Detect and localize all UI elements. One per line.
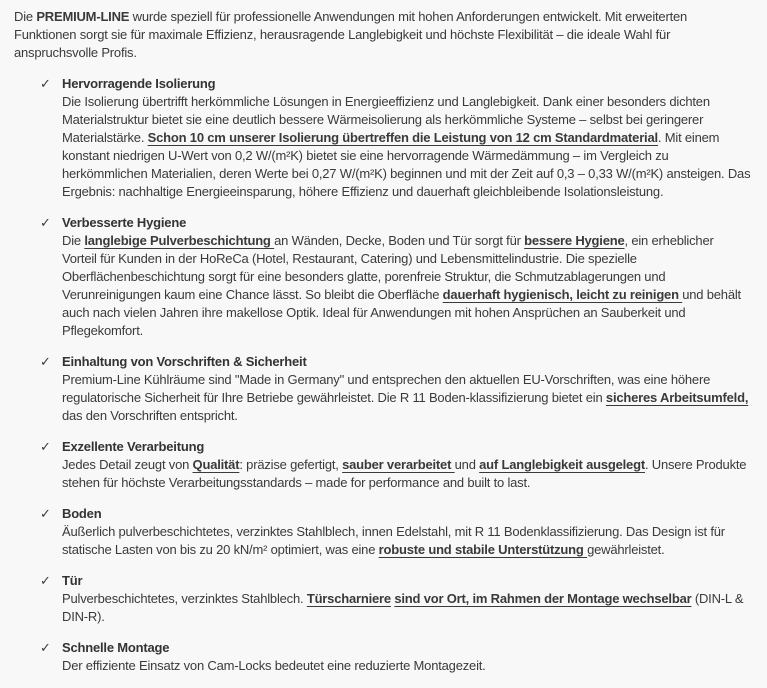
intro-paragraph [14,8,751,62]
text-run: Die Isolierung übertrifft herkömmliche Lösungen in Energieeffizienz und Langlebigkeit. Dank einer besonders dichten Materialstruktur bietet sie eine deutlich bessere Wärmeisolierung als herkömmliche Systeme – selbst bei geringerer Materialstärke. [62,94,710,145]
checkmark-icon: ✓ [40,439,51,454]
checkmark-icon: ✓ [40,506,51,521]
text-run: PREMIUM-LINE [36,9,130,24]
text-run: Qualität [192,457,240,472]
checkmark-icon: ✓ [40,215,51,230]
section-title: Tür [62,573,83,588]
text-run: Premium-Line Kühlräume sind "Made in Germany" und entsprechen den aktuellen EU-Vorschriften, was eine höhere regulatorische Sicherheit für Ihre Betriebe gewährleistet. Die R 11 Boden-klassifizierung bietet ein [62,372,711,405]
text-run: (DIN-L & DIN-R). [62,591,744,624]
checkmark-icon: ✓ [40,640,51,655]
text-run: dauerhaft hygienisch, leicht zu reinigen [442,287,683,302]
text-run: Schon 10 cm unserer Isolierung übertreffen die Leistung von 12 cm Standardmaterial [147,130,658,145]
section-title: Boden [62,506,102,521]
section-title: Schnelle Montage [62,640,170,655]
text-run: Die [14,9,37,24]
section-body [62,523,751,559]
feature-section [14,639,751,675]
text-run: Türscharniere [306,591,391,606]
text-run: Der effiziente Einsatz von Cam-Locks bedeutet eine reduzierte Montagezeit. [62,658,486,673]
section-body [62,232,751,340]
text-run: das den Vorschriften entspricht. [62,408,238,423]
text-run: sauber verarbeitet [342,457,455,472]
feature-section [14,214,751,340]
section-title: Exzellente Verarbeitung [62,439,205,454]
text-run: und [454,457,480,472]
feature-section [14,438,751,492]
section-title: Verbesserte Hygiene [62,215,187,230]
checkmark-icon: ✓ [40,573,51,588]
section-body [62,657,751,675]
feature-section [14,572,751,626]
text-run: wurde speziell für professionelle Anwendungen mit hohen Anforderungen entwickelt. Mit erweiterten Funktionen sorgt sie für maximale Effizienz, herausragende Langlebigkeit und höchste Flexibilität – die ideale Wahl für anspruchsvolle Profis. [14,9,688,60]
text-run: Die [62,233,85,248]
text-run: langlebige Pulverbeschichtung [84,233,275,248]
text-run: an Wänden, Decke, Boden und Tür sorgt für [274,233,525,248]
text-run: , ein erheblicher Vorteil für Kunden in der HoReCa (Hotel, Restaurant, Catering) und Lebensmittelindustrie. Die spezielle Oberflächenbeschichtung sorgt für eine besonders glatte, porenfreie Struktur, die Schmutzablagerungen und Verunreinigungen kaum eine Chance lässt. So bleibt die Oberfläche [62,233,714,302]
text-run: Äußerlich pulverbeschichtetes, verzinktes Stahlblech, innen Edelstahl, mit R 11 Bodenklassifizierung. Das Design ist für statische Lasten von bis zu 20 kN/m² optimiert, was eine [62,524,725,557]
text-run: auf Langlebigkeit ausgelegt [479,457,645,472]
section-body [62,590,751,626]
feature-section [14,505,751,559]
text-run: Pulverbeschichtetes, verzinktes Stahlblech. [62,591,307,606]
section-body [62,371,751,425]
text-run: robuste und stabile Unterstützung [378,542,588,557]
section-body [62,456,751,492]
text-run: bessere Hygiene [524,233,625,248]
section-title: Hervorragende Isolierung [62,76,216,91]
text-run: sind vor Ort, im Rahmen der Montage wechselbar [394,591,692,606]
section-body [62,93,751,201]
feature-list [14,75,751,675]
text-run: . Mit einem konstant niedrigen U-Wert von 0,2 W/(m²K) bietet sie eine hervorragende Wärmedämmung – im Vergleich zu herkömmlichen Materialien, deren Werte bei 0,27 W/(m²K) beginnen und mit der Zeit auf 0,3 – 0,33 W/(m²K) ansteigen. Das Ergebnis: nachhaltige Energieeinsparung, höhere Effizienz und dauerhaft gleichbleibende Isolationsleistung. [62,130,751,199]
feature-section [14,353,751,425]
feature-section [14,75,751,201]
text-run: : präzise gefertigt, [239,457,343,472]
text-run: und behält auch nach vielen Jahren ihre makellose Optik. Ideal für Anwendungen mit hohen Ansprüchen an Sauberkeit und Pflegekomfort. [62,287,741,338]
checkmark-icon: ✓ [40,354,51,369]
text-run: Jedes Detail zeugt von [62,457,193,472]
checkmark-icon: ✓ [40,76,51,91]
text-run: sicheres Arbeitsumfeld, [605,390,749,405]
text-run: . Unsere Produkte stehen für höchste Verarbeitungsstandards – made for performance and built to last. [62,457,747,490]
section-title: Einhaltung von Vorschriften & Sicherheit [62,354,307,369]
text-run: gewährleistet. [587,542,665,557]
